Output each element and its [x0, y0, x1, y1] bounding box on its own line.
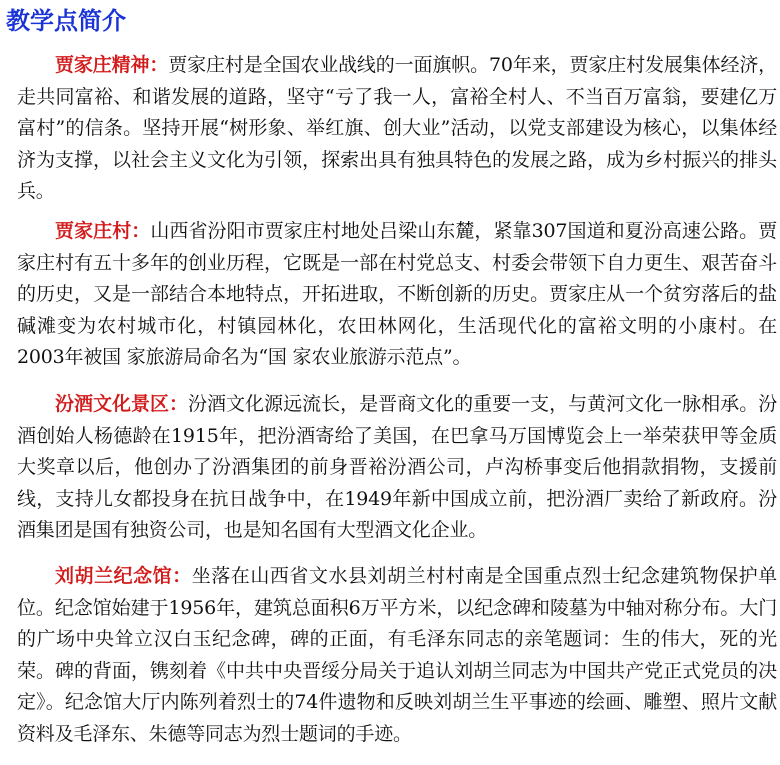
section-body: 山西省汾阳市贾家庄村地处吕梁山东麓，紧靠307国道和夏汾高速公路。贾家庄村有五十多年的创业历程，它既是一部在村党总支、村委会带领下自力更生、艰苦奋斗的历史，又是一部结合本地特点，开拓进取，不断创新的历史。贾家庄从一个贫穷落后的盐碱滩变为农村城市化，村镇园林化，农田林网化，生活现代化的富裕文明的小康村。在2003年被国 家旅游局命名为“国 家农业旅游示范点”。 — [17, 220, 777, 368]
section-heading: 贾家庄村： — [55, 220, 151, 242]
section-body: 坐落在山西省文水县刘胡兰村村南是全国重点烈士纪念建筑物保护单位。纪念馆始建于1956年，建筑总面积6万平方米，以纪念碑和陵墓为中轴对称分布。大门的广场中央耸立汉白玉纪念碑，碑的正面，有毛泽东同志的亲笔题词：生的伟大，死的光荣。碑的背面，镌刻着《中共中央晋绥分局关于追认刘胡兰同志为中国共产党正式党员的决定》。纪念馆大厅内陈列着烈士的74件遗物和反映刘胡兰生平事迹的绘画、雕塑、照片文献资料及毛泽东、朱德等同志为烈士题词的手迹。 — [17, 565, 777, 745]
section-paragraph — [17, 561, 777, 750]
section-heading: 贾家庄精神： — [55, 54, 169, 76]
section-body: 贾家庄村是全国农业战线的一面旗帜。70年来，贾家庄村发展集体经济，走共同富裕、和谐发展的道路，坚守“亏了我一人，富裕全村人、不当百万富翁，要建亿万富村”的信条。坚持开展“树形象、举红旗、创大业”活动，以党支部建设为核心，以集体经济为支撑，以社会主义文化为引领，探索出具有独具特色的发展之路，成为乡村振兴的排头兵。 — [17, 54, 777, 202]
section-paragraph — [17, 389, 777, 547]
section-heading: 刘胡兰纪念馆： — [55, 565, 192, 587]
page-title: 教学点简介 — [6, 6, 126, 35]
section-body: 汾酒文化源远流长，是晋商文化的重要一支，与黄河文化一脉相承。汾酒创始人杨德龄在1915年，把汾酒寄给了美国，在巴拿马万国博览会上一举荣获甲等金质大奖章以后，他创办了汾酒集团的前身晋裕汾酒公司，卢沟桥事变后他捐款捐物，支援前线，支持儿女都投身在抗日战争中，在1949年新中国成立前，把汾酒厂卖给了新政府。汾酒集团是国有独资公司，也是知名国有大型酒文化企业。 — [17, 393, 777, 541]
section-paragraph — [17, 216, 777, 374]
section-paragraph — [17, 50, 777, 208]
section-heading: 汾酒文化景区： — [55, 393, 189, 415]
